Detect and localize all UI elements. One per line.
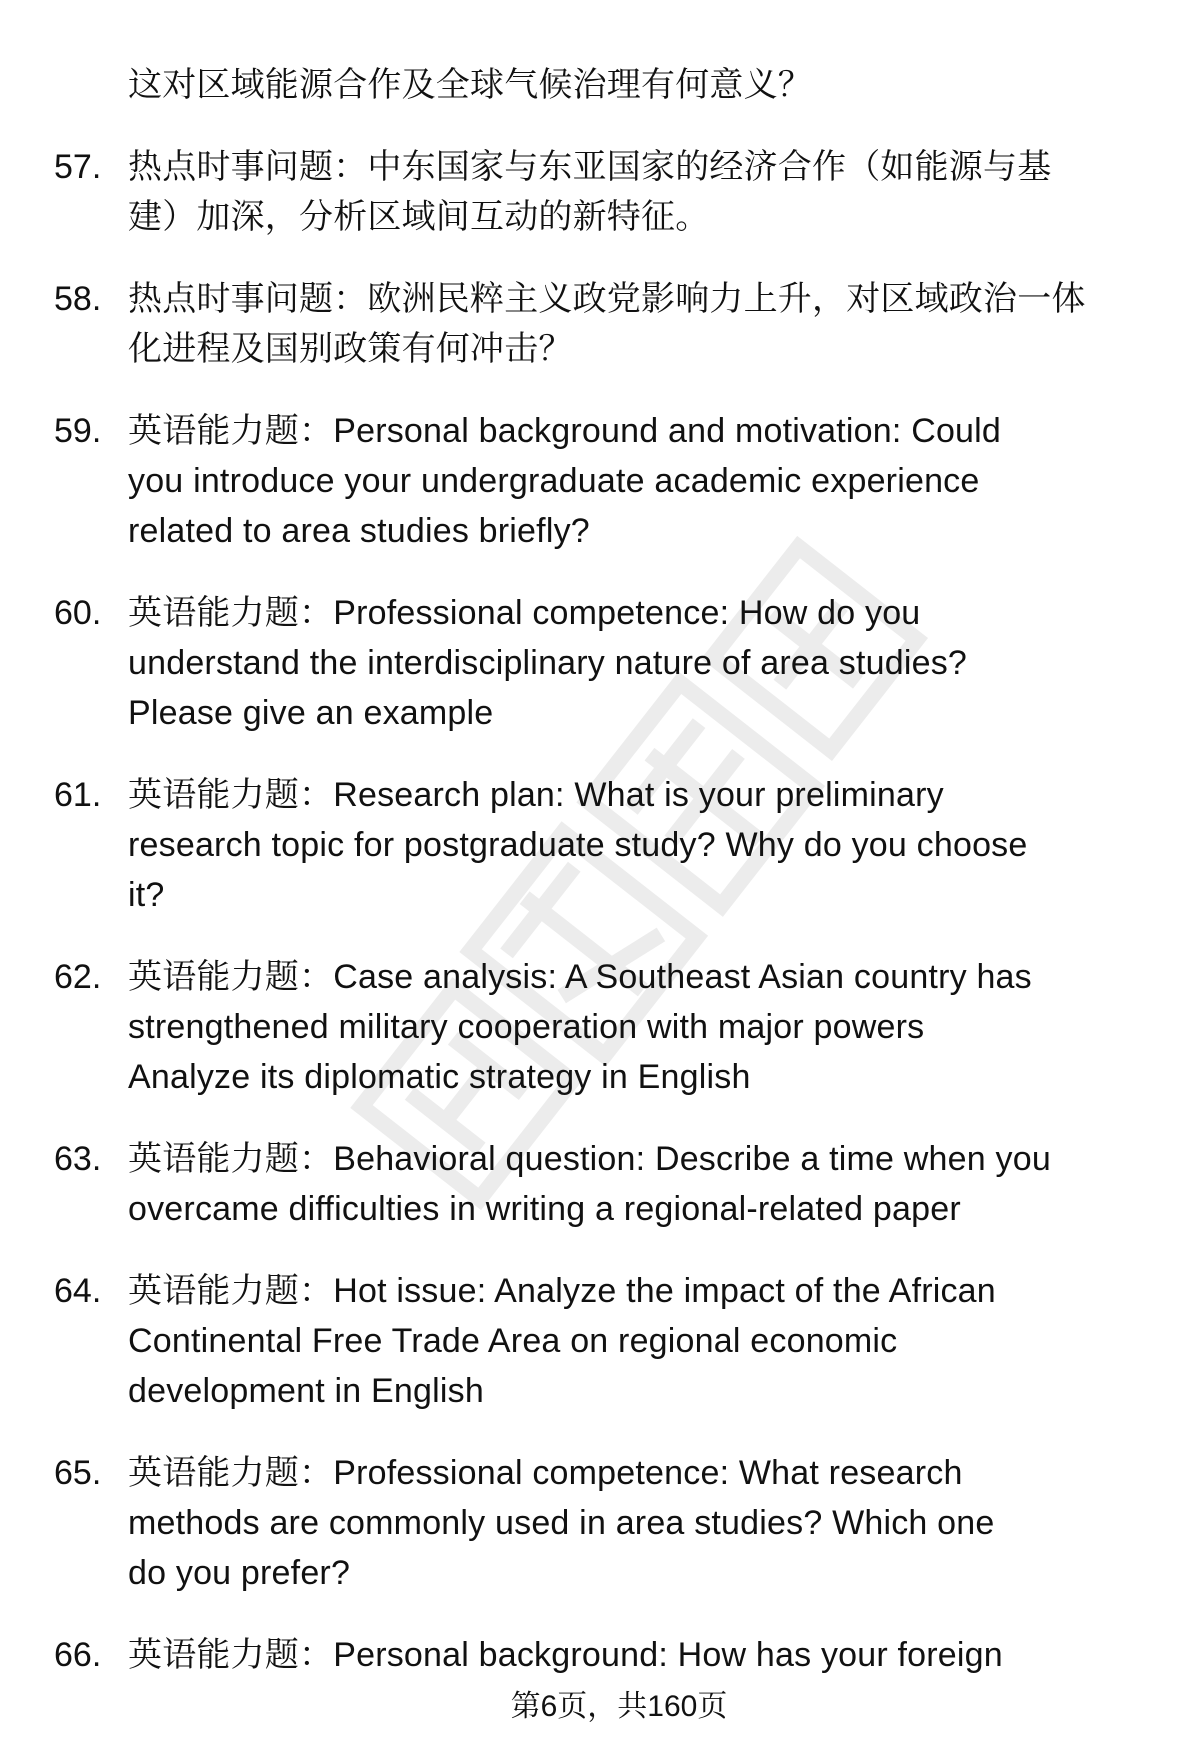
- question-category-label: 英语能力题：: [128, 412, 334, 450]
- question-number: 61.: [54, 776, 102, 814]
- question-category-label: 英语能力题：: [128, 1272, 334, 1310]
- question-number: 62.: [54, 958, 102, 996]
- question-text-line: 建）加深，分析区域间互动的新特征。: [128, 198, 710, 236]
- question-text-line: Analyze its diplomatic strategy in English: [128, 1058, 751, 1096]
- question-text-line: related to area studies briefly?: [128, 512, 590, 550]
- question-text-line: [128, 1134, 1051, 1184]
- question-number: 66.: [54, 1636, 102, 1674]
- question-number: 58.: [54, 280, 102, 318]
- question-number: 65.: [54, 1454, 102, 1492]
- question-text-line: 化进程及国别政策有何冲击？: [128, 330, 573, 368]
- question-text-line: strengthened military cooperation with major powers: [128, 1008, 925, 1046]
- question-text: Professional competence: What research: [333, 1454, 963, 1492]
- question-text: Personal background and motivation: Could: [333, 412, 1002, 450]
- question-text-line: [128, 1630, 1003, 1680]
- question-category-label: 热点时事问题：: [128, 280, 368, 318]
- question-number: 57.: [54, 148, 102, 186]
- question-category-label: 英语能力题：: [128, 1140, 334, 1178]
- question-text: Case analysis: A Southeast Asian country has: [333, 958, 1032, 996]
- question-category-label: 英语能力题：: [128, 776, 334, 814]
- question-category-label: 英语能力题：: [128, 1636, 334, 1674]
- question-text-line: [128, 1448, 963, 1498]
- question-category-label: 英语能力题：: [128, 958, 334, 996]
- question-text: Personal background: How has your foreign: [333, 1636, 1003, 1674]
- question-text-line: [128, 406, 1001, 456]
- question-text-line: [128, 1266, 996, 1316]
- question-category-label: 英语能力题：: [128, 1454, 334, 1492]
- page-indicator: 第6页，共160页: [510, 1690, 728, 1723]
- question-text: Research plan: What is your preliminary: [333, 776, 944, 814]
- question-text-line: 这对区域能源合作及全球气候治理有何意义？: [128, 66, 812, 104]
- question-text-line: methods are commonly used in area studies? Which one: [128, 1504, 995, 1542]
- question-number: 59.: [54, 412, 102, 450]
- question-text-line: understand the interdisciplinary nature of area studies?: [128, 644, 968, 682]
- question-text-line: Please give an example: [128, 694, 494, 732]
- question-text: Hot issue: Analyze the impact of the African: [333, 1272, 996, 1310]
- question-text-line: [128, 142, 1051, 192]
- question-text: Professional competence: How do you: [333, 594, 921, 632]
- question-text: Behavioral question: Describe a time when you: [333, 1140, 1051, 1178]
- question-text-line: [128, 770, 944, 820]
- question-text: 欧洲民粹主义政党影响力上升，对区域政治一体: [367, 280, 1086, 318]
- question-text-line: [128, 274, 1086, 324]
- question-number: 63.: [54, 1140, 102, 1178]
- question-number: 60.: [54, 594, 102, 632]
- question-category-label: 热点时事问题：: [128, 148, 368, 186]
- question-text-line: overcame difficulties in writing a regional-related paper: [128, 1190, 961, 1228]
- question-text-line: Continental Free Trade Area on regional economic: [128, 1322, 898, 1360]
- question-category-label: 英语能力题：: [128, 594, 334, 632]
- question-text-line: [128, 952, 1032, 1002]
- question-text: 中东国家与东亚国家的经济合作（如能源与基: [367, 148, 1052, 186]
- question-text-line: development in English: [128, 1372, 484, 1410]
- question-number: 64.: [54, 1272, 102, 1310]
- question-text-line: you introduce your undergraduate academic experience: [128, 462, 980, 500]
- question-text-line: research topic for postgraduate study? Why do you choose: [128, 826, 1028, 864]
- question-text-line: do you prefer?: [128, 1554, 351, 1592]
- question-text-line: [128, 588, 920, 638]
- question-text-line: it?: [128, 876, 165, 914]
